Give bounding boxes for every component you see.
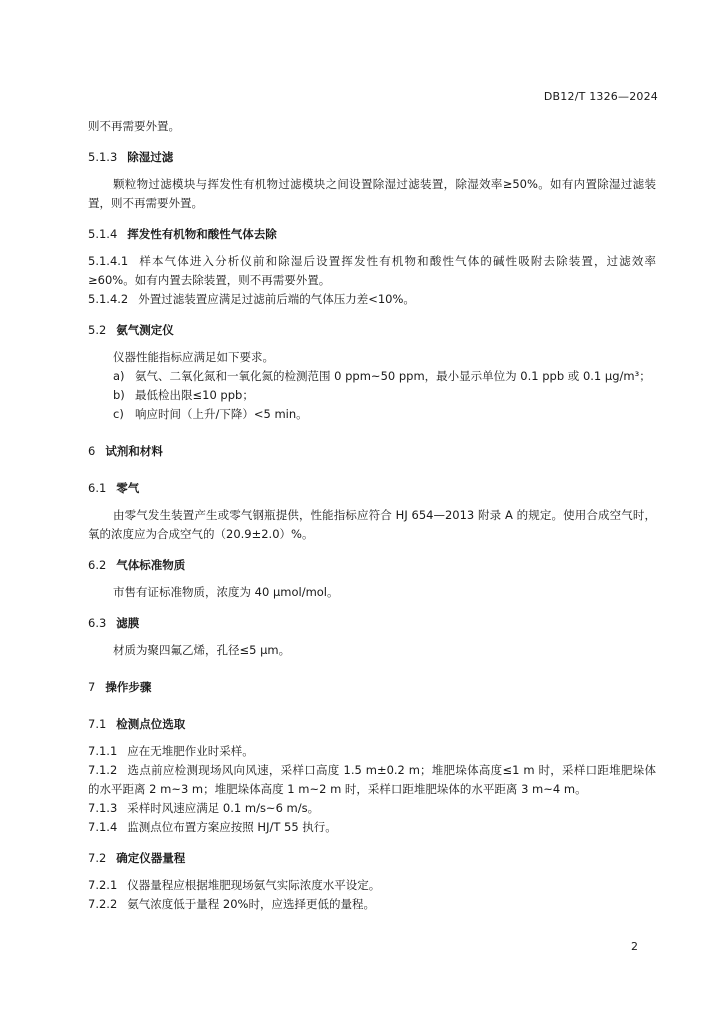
clause-5-1-4-1: 5.1.4.1 样本气体进入分析仪前和除湿后设置挥发性有机物和酸性气体的碱性吸附去除装置，过滤效率≥60%。如有内置去除装置，则不再需要外置。 [88,254,656,287]
page-body [88,117,656,914]
intro-paragraph: 则不再需要外置。 [88,119,180,133]
heading-7: 7 操作步骤 [88,680,152,694]
document-code: DB12/T 1326—2024 [543,90,658,103]
heading-6-1: 6.1 零气 [88,481,140,495]
list-item: b) 最低检出限≤10 ppb； [113,388,254,402]
heading-5-1-4: 5.1.4 挥发性有机物和酸性气体去除 [88,227,277,241]
paragraph-5-2: 仪器性能指标应满足如下要求。 [113,350,274,364]
heading-6-2: 6.2 气体标准物质 [88,558,186,572]
clause-7-1-2: 7.1.2 选点前应检测现场风向风速，采样口高度 1.5 m±0.2 m；堆肥垛体高度≤1 m 时，采样口距堆肥垛体的水平距离 2 m~3 m；堆肥垛体高度 1 m~2 m 时，采样口距堆肥垛体的水平距离 3 m~4 m。 [88,763,656,796]
heading-7-2: 7.2 确定仪器量程 [88,851,186,865]
clause-5-1-4-2: 5.1.4.2 外置过滤装置应满足过滤前后端的气体压力差<10%。 [88,292,415,306]
clause-7-2-1: 7.2.1 仪器量程应根据堆肥现场氨气实际浓度水平设定。 [88,878,381,892]
paragraph-6-3: 材质为聚四氟乙烯，孔径≤5 μm。 [113,643,291,657]
clause-7-1-3: 7.1.3 采样时风速应满足 0.1 m/s~6 m/s。 [88,801,320,815]
paragraph-6-1: 由零气发生装置产生或零气钢瓶提供，性能指标应符合 HJ 654—2013 附录 A 的规定。使用合成空气时，氧的浓度应为合成空气的（20.9±2.0）%。 [88,508,656,541]
paragraph-5-1-3: 颗粒物过滤模块与挥发性有机物过滤模块之间设置除湿过滤装置，除湿效率≥50%。如有内置除湿过滤装置，则不再需要外置。 [88,177,656,210]
list-item: c) 响应时间（上升/下降）<5 min。 [113,407,308,421]
clause-7-2-2: 7.2.2 氨气浓度低于量程 20%时，应选择更低的量程。 [88,897,375,911]
paragraph-6-2: 市售有证标准物质，浓度为 40 μmol/mol。 [113,585,339,599]
clause-7-1-1: 7.1.1 应在无堆肥作业时采样。 [88,744,254,758]
page-number: 2 [631,940,638,953]
heading-5-1-3: 5.1.3 除湿过滤 [88,150,174,164]
heading-6: 6 试剂和材料 [88,444,163,458]
heading-5-2: 5.2 氨气测定仪 [88,323,174,337]
heading-6-3: 6.3 滤膜 [88,616,140,630]
heading-7-1: 7.1 检测点位选取 [88,717,186,731]
clause-7-1-4: 7.1.4 监测点位布置方案应按照 HJ/T 55 执行。 [88,820,337,834]
list-item: a) 氨气、二氧化氮和一氧化氮的检测范围 0 ppm~50 ppm，最小显示单位为 0.1 ppb 或 0.1 μg/m³； [113,369,651,383]
